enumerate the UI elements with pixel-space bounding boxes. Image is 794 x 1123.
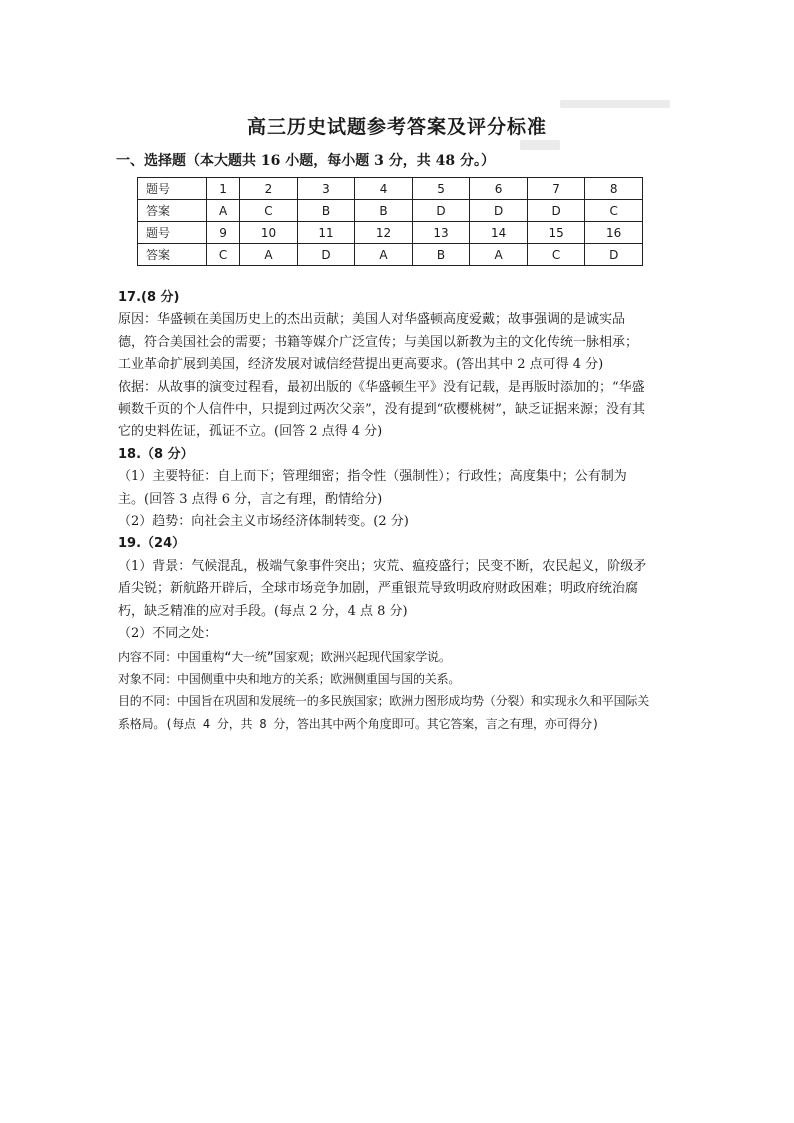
q19-purpose-diff: 目的不同：中国旨在巩固和发展统一的多民族国家；欧洲力图形成均势（分裂）和实现永久和平国际关系格局。(每点 4 分，共 8 分，答出其中两个角度即可。其它答案，言之有理，亦可得分) bbox=[118, 694, 650, 731]
answer-content bbox=[118, 287, 650, 735]
table-cell: 11 bbox=[297, 222, 355, 244]
table-row bbox=[138, 200, 643, 222]
table-row bbox=[138, 178, 643, 200]
table-cell: A bbox=[240, 244, 298, 266]
q18-part1: （1）主要特征：自上而下；管理细密；指令性（强制性）；行政性；高度集中；公有制为主。(回答 3 点得 6 分，言之有理，酌情给分) bbox=[118, 469, 627, 507]
q17-basis: 依据：从故事的演变过程看，最初出版的《华盛顿生平》没有记载，是再版时添加的；“华盛顿数千页的个人信件中，只提到过两次父亲”，没有提到“砍樱桃树”，缺乏证据来源；没有其它的史料佐证，孤证不立。(回答 2 点得 4 分) bbox=[118, 379, 645, 440]
table-row bbox=[138, 244, 643, 266]
q18-heading: 18.（8 分） bbox=[118, 446, 194, 462]
table-cell: C bbox=[240, 200, 298, 222]
table-cell: A bbox=[355, 244, 413, 266]
table-cell: 9 bbox=[207, 222, 240, 244]
page-title: 高三历史试题参考答案及评分标准 bbox=[246, 116, 547, 138]
table-cell: 3 bbox=[297, 178, 355, 200]
table-cell: 6 bbox=[470, 178, 528, 200]
row-label: 答案 bbox=[138, 244, 207, 266]
table-cell: D bbox=[470, 200, 528, 222]
table-cell: 1 bbox=[207, 178, 240, 200]
table-cell: 5 bbox=[412, 178, 470, 200]
table-cell: 2 bbox=[240, 178, 298, 200]
q19-content-diff: 内容不同：中国重构“大一统”国家观；欧洲兴起现代国家学说。 bbox=[118, 649, 451, 664]
scan-smudge bbox=[560, 100, 670, 108]
row-label: 题号 bbox=[138, 222, 207, 244]
scan-smudge bbox=[520, 140, 560, 150]
q17-heading: 17.(8 分) bbox=[118, 290, 180, 305]
row-label: 题号 bbox=[138, 178, 207, 200]
table-cell: 4 bbox=[355, 178, 413, 200]
answer-table bbox=[137, 177, 643, 266]
table-cell: D bbox=[297, 244, 355, 266]
table-cell: 16 bbox=[585, 222, 643, 244]
q19-part1: （1）背景：气候混乱，极端气象事件突出；灾荒、瘟疫盛行；民变不断，农民起义，阶级矛盾尖锐；新航路开辟后，全球市场竞争加剧，严重银荒导致明政府财政困难；明政府统治腐朽，缺乏精准的应对手段。(每点 2 分，4 点 8 分) bbox=[118, 558, 647, 619]
table-row bbox=[138, 222, 643, 244]
table-cell: C bbox=[527, 244, 585, 266]
q19-part2: （2）不同之处： bbox=[118, 626, 218, 642]
table-cell: 13 bbox=[412, 222, 470, 244]
table-cell: D bbox=[527, 200, 585, 222]
table-cell: D bbox=[412, 200, 470, 222]
table-cell: 7 bbox=[527, 178, 585, 200]
table-cell: 12 bbox=[355, 222, 413, 244]
row-label: 答案 bbox=[138, 200, 207, 222]
table-cell: 15 bbox=[527, 222, 585, 244]
table-cell: A bbox=[207, 200, 240, 222]
q19-object-diff: 对象不同：中国侧重中央和地方的关系；欧洲侧重国与国的关系。 bbox=[118, 671, 461, 686]
table-cell: D bbox=[585, 244, 643, 266]
table-cell: C bbox=[207, 244, 240, 266]
table-cell: 10 bbox=[240, 222, 298, 244]
section1-heading: 一、选择题（本大题共 16 小题，每小题 3 分，共 48 分。） bbox=[116, 153, 495, 169]
q18-part2: （2）趋势：向社会主义市场经济体制转变。(2 分) bbox=[118, 514, 409, 530]
table-cell: B bbox=[355, 200, 413, 222]
table-cell: 8 bbox=[585, 178, 643, 200]
table-cell: 14 bbox=[470, 222, 528, 244]
table-cell: B bbox=[297, 200, 355, 222]
table-cell: A bbox=[470, 244, 528, 266]
q17-reason: 原因：华盛顿在美国历史上的杰出贡献；美国人对华盛顿高度爱戴；故事强调的是诚实品德，符合美国社会的需要；书籍等媒介广泛宣传；与美国以新教为主的文化传统一脉相承；工业革命扩展到美国，经济发展对诚信经营提出更高要求。(答出其中 2 点可得 4 分) bbox=[118, 312, 639, 373]
table-cell: B bbox=[412, 244, 470, 266]
table-cell: C bbox=[585, 200, 643, 222]
q19-heading: 19.（24） bbox=[118, 536, 186, 552]
